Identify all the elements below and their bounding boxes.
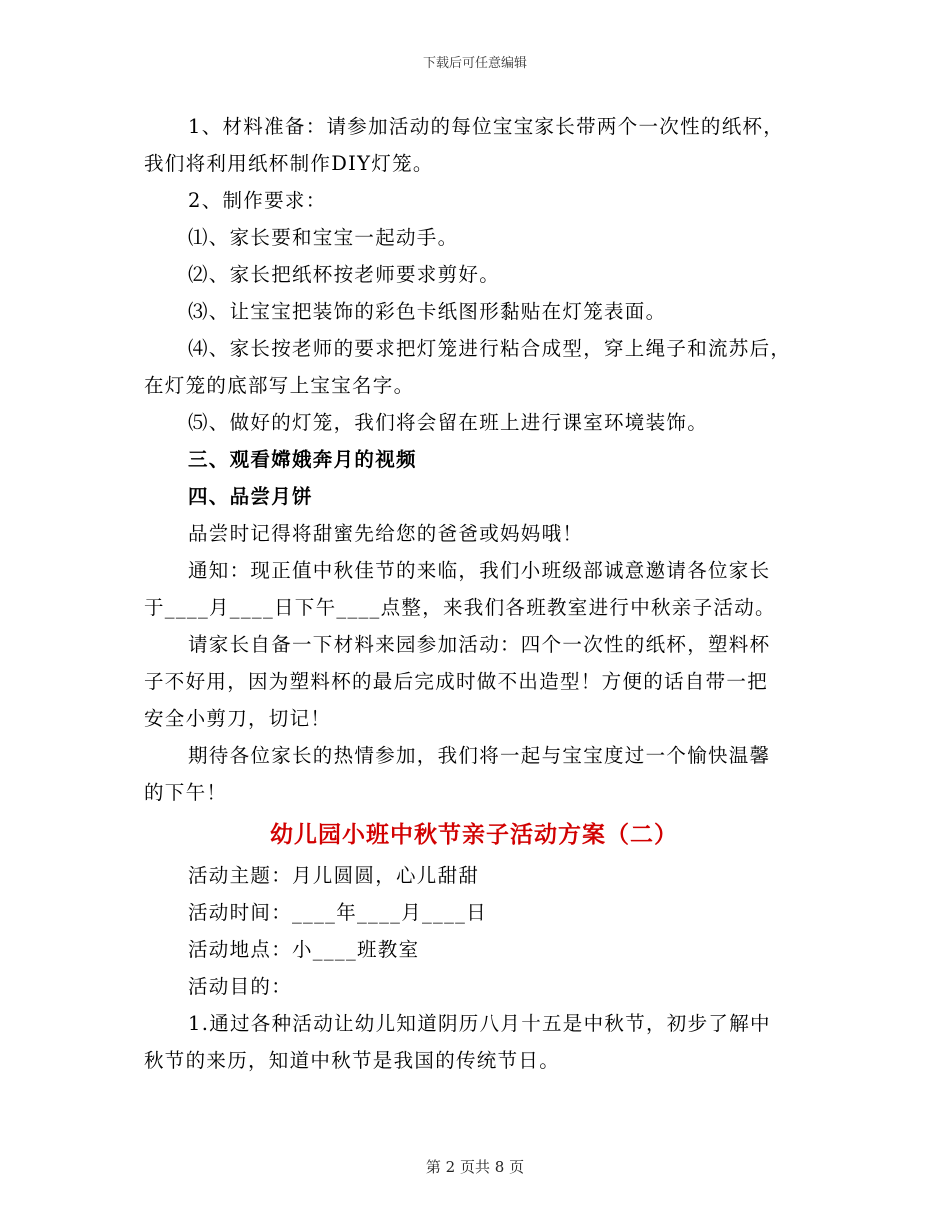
paragraph-line: ⑵、家长把纸杯按老师要求剪好。: [188, 263, 501, 286]
paragraph-line: ⑷、家长按老师的要求把灯笼进行粘合成型，穿上绳子和流苏后，: [188, 337, 792, 360]
section-heading: 三、观看嫦娥奔月的视频: [188, 448, 417, 471]
paragraph-line: 1.通过各种活动让幼儿知道阴历八月十五是中秋节，初步了解中: [188, 1012, 771, 1035]
paragraph-line: 活动时间：____年____月____日: [188, 901, 487, 924]
page-header: 下载后可任意编辑: [422, 56, 527, 71]
paragraph-line: 安全小剪刀，切记！: [144, 707, 332, 730]
document-body: [144, 108, 804, 1079]
paragraph-line: 请家长自备一下材料来园参加活动：四个一次性的纸杯，塑料杯: [188, 633, 771, 656]
section-heading: 四、品尝月饼: [188, 485, 313, 508]
paragraph-line: ⑶、让宝宝把装饰的彩色卡纸图形黏贴在灯笼表面。: [188, 300, 667, 323]
paragraph-line: 在灯笼的底部写上宝宝名字。: [144, 374, 415, 397]
section-title: 幼儿园小班中秋节亲子活动方案（二）: [270, 821, 678, 848]
paragraph-line: 1、材料准备：请参加活动的每位宝宝家长带两个一次性的纸杯，: [188, 115, 785, 138]
paragraph-line: 通知：现正值中秋佳节的来临，我们小班级部诚意邀请各位家长: [188, 559, 771, 582]
paragraph-line: ⑴、家长要和宝宝一起动手。: [188, 226, 459, 249]
paragraph-line: 2、制作要求：: [188, 189, 327, 212]
paragraph-line: 我们将利用纸杯制作DIY灯笼。: [144, 152, 434, 175]
paragraph-line: 期待各位家长的热情参加，我们将一起与宝宝度过一个愉快温馨: [188, 744, 771, 767]
paragraph-line: 秋节的来历，知道中秋节是我国的传统节日。: [144, 1049, 561, 1072]
paragraph-line: 子不好用，因为塑料杯的最后完成时做不出造型！方便的话自带一把: [144, 670, 769, 693]
paragraph-line: 活动主题：月儿圆圆，心儿甜甜: [188, 864, 480, 887]
paragraph-line: 的下午！: [144, 781, 228, 804]
paragraph-line: 活动目的：: [188, 975, 293, 998]
paragraph-line: 品尝时记得将甜蜜先给您的爸爸或妈妈哦！: [188, 522, 584, 545]
paragraph-line: ⑸、做好的灯笼，我们将会留在班上进行课室环境装饰。: [188, 411, 709, 434]
page-footer: 第 2 页共 8 页: [425, 1158, 525, 1176]
paragraph-line: 活动地点：小____班教室: [188, 938, 420, 961]
paragraph-line: 于____月____日下午____点整，来我们各班教室进行中秋亲子活动。: [144, 596, 776, 619]
